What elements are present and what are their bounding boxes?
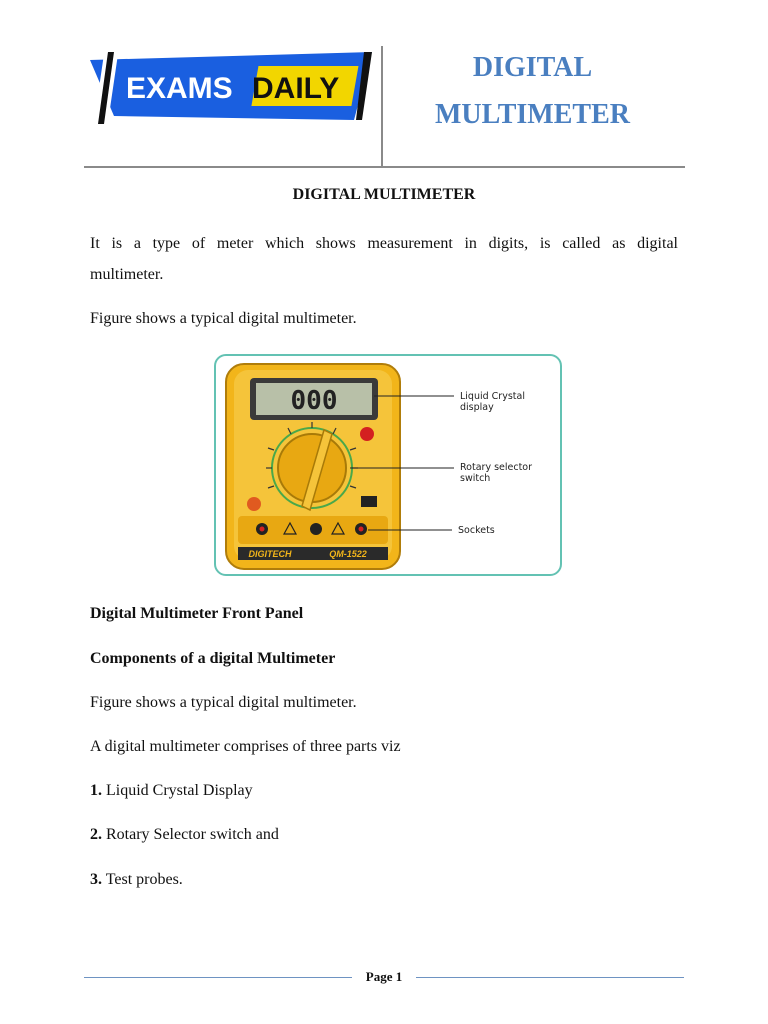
intro-line1: It is a type of meter which shows measurement in digits, is called as digital	[90, 235, 678, 252]
logo-word-exams: EXAMS	[126, 72, 233, 105]
meter-model: QM-1522	[329, 549, 367, 559]
label-sockets: Sockets	[458, 525, 495, 536]
intro-paragraph	[90, 228, 678, 290]
label-rotary-2: switch	[460, 473, 491, 484]
list-item	[90, 871, 183, 889]
label-rotary-1: Rotary selector	[460, 462, 533, 473]
exams-daily-logo	[84, 46, 380, 128]
label-lcd-1: Liquid Crystal	[460, 391, 525, 402]
page-number: Page 1	[365, 969, 403, 984]
list-item	[90, 782, 253, 800]
header-divider-horizontal	[84, 166, 685, 168]
list-item	[90, 826, 279, 844]
meter-brand: DIGITECH	[248, 549, 292, 559]
footer-rule-left	[84, 977, 352, 978]
header-title-line2: MULTIMETER	[434, 99, 630, 130]
list-text: Liquid Crystal Display	[102, 782, 253, 799]
multimeter-illustration	[216, 356, 559, 573]
list-number: 3.	[90, 871, 102, 888]
intro-line2: multimeter.	[90, 266, 164, 283]
parts-intro: A digital multimeter comprises of three parts viz	[90, 738, 401, 755]
lcd-digits: 000	[290, 386, 338, 416]
header-divider-vertical	[381, 46, 383, 168]
components-heading: Components of a digital Multimeter	[90, 650, 336, 667]
logo-word-daily: DAILY	[252, 72, 340, 105]
figure-intro: Figure shows a typical digital multimeter.	[90, 310, 357, 327]
list-text: Rotary Selector switch and	[102, 826, 279, 843]
header-title-line1: DIGITAL	[472, 52, 593, 83]
footer-rule-right	[416, 977, 684, 978]
list-number: 1.	[90, 782, 102, 799]
list-number: 2.	[90, 826, 102, 843]
multimeter-figure	[214, 354, 562, 576]
list-text: Test probes.	[102, 871, 183, 888]
document-title: DIGITAL MULTIMETER	[292, 186, 476, 203]
logo-graphic	[84, 46, 380, 128]
label-lcd-2: display	[460, 402, 494, 413]
figure-intro-2: Figure shows a typical digital multimeter.	[90, 694, 357, 711]
caption-heading: Digital Multimeter Front Panel	[90, 605, 304, 622]
